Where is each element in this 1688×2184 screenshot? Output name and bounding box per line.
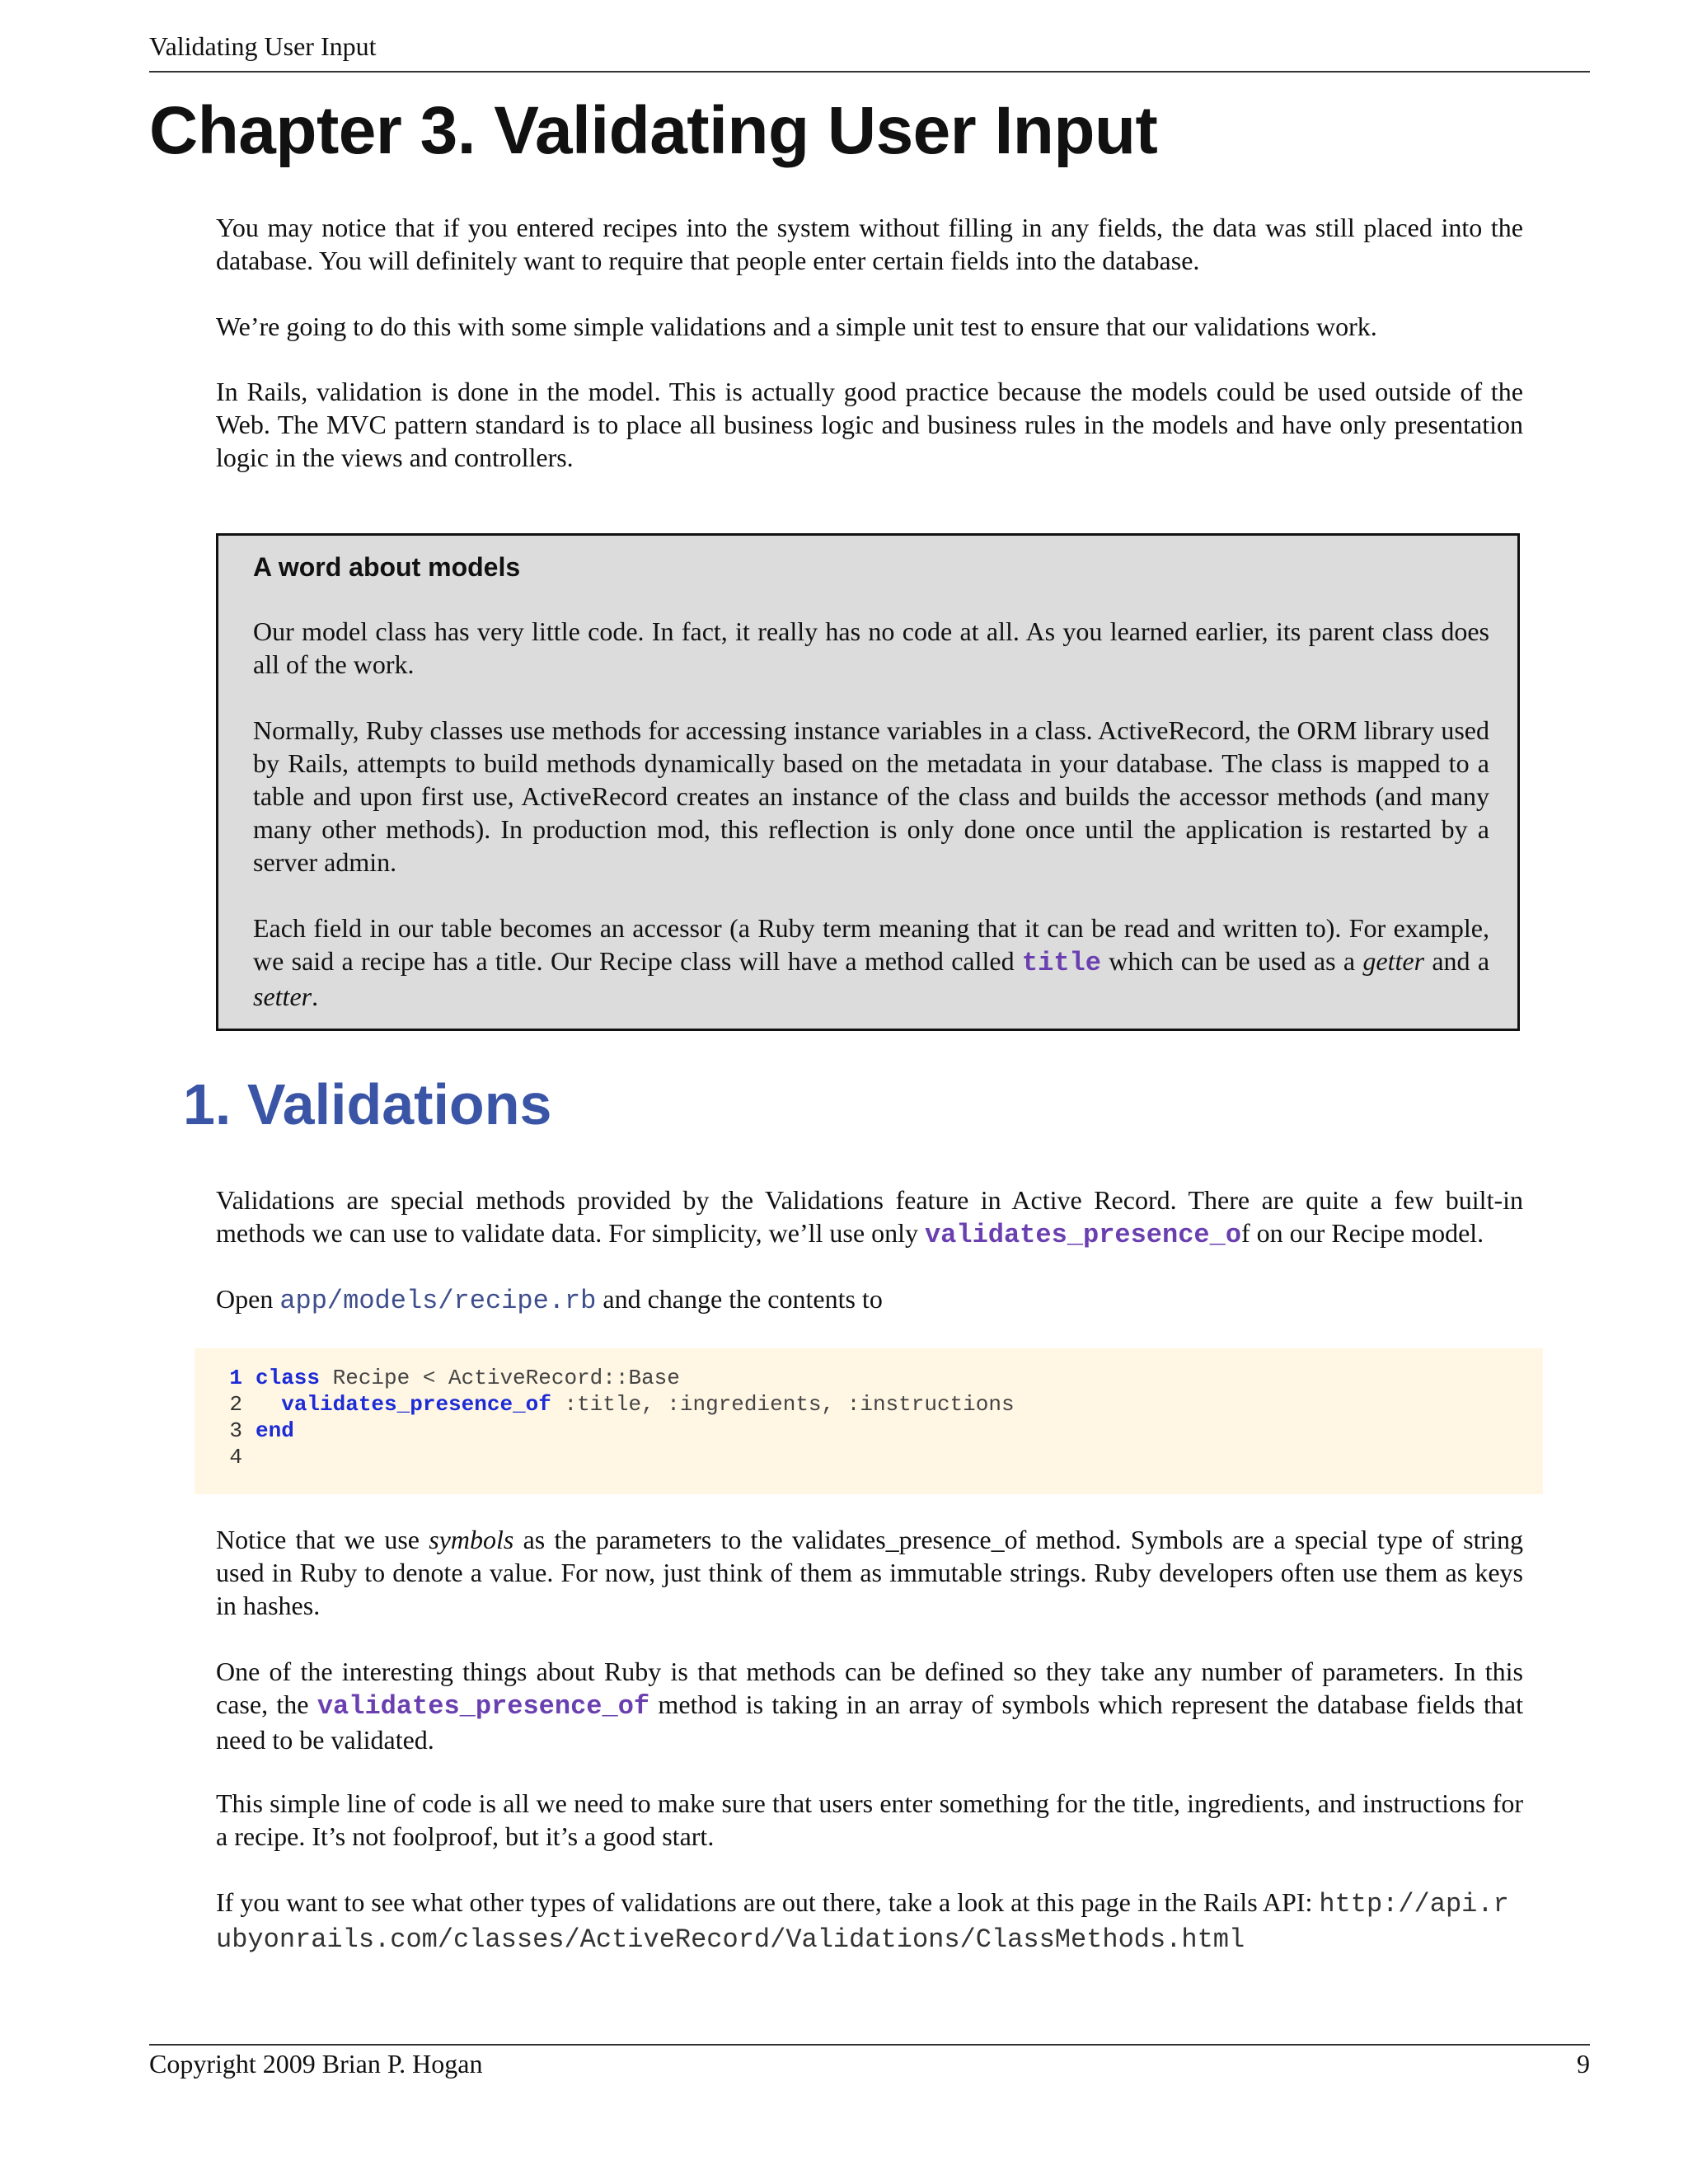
section-title: 1. Validations — [183, 1072, 552, 1137]
code-line: 3 end — [229, 1418, 294, 1443]
code-line: 1 class Recipe < ActiveRecord::Base — [229, 1366, 680, 1390]
sidebar-paragraph-3: Each field in our table becomes an accessor (a Ruby term meaning that it can be read and written to). For example, we said a recipe has a title. Our Recipe class will have a method called title which can be used as a getter and a setter. — [253, 913, 1490, 1011]
code-validates-presence-of: validates_presence_of — [316, 1691, 650, 1722]
sidebar-title: A word about models — [253, 552, 521, 582]
intro-paragraph-3: In Rails, validation is done in the model. This is actually good practice because the models could be used outside of the Web. The MVC pattern standard is to place all business logic and business rules in the models and have only presentation logic in the views and controllers. — [216, 377, 1523, 472]
intro-paragraph-1: You may notice that if you entered recipes into the system without filling in any fields, the data was still placed into the database. You will definitely want to require that people enter certain fields into the database. — [216, 213, 1523, 275]
code-listing — [195, 1348, 1543, 1494]
footer-copyright: Copyright 2009 Brian P. Hogan — [149, 2049, 483, 2079]
validations-paragraph-1: Validations are special methods provided by the Validations feature in Active Record. There are quite a few built-in methods we can use to validate data. For simplicity, we’ll use only validates_presence_of on our Recipe model. — [216, 1185, 1523, 1250]
code-line: 4 — [229, 1445, 242, 1469]
code-title: title — [1021, 948, 1101, 978]
sidebar-paragraph-1: Our model class has very little code. In fact, it really has no code at all. As you learned earlier, its parent class does all of the work. — [253, 616, 1489, 679]
code-line: 2 validates_presence_of :title, :ingredients, :instructions — [229, 1392, 1015, 1417]
validations-paragraph-2: Open app/models/recipe.rb and change the contents to — [216, 1284, 883, 1316]
after-code-paragraph-3: This simple line of code is all we need to make sure that users enter something for the title, ingredients, and instructions for a recipe. It’s not foolproof, but it’s a good start. — [216, 1788, 1523, 1851]
file-path: app/models/recipe.rb — [279, 1286, 597, 1316]
after-code-paragraph-2: One of the interesting things about Ruby is that methods can be defined so they take any number of parameters. In this case, the validates_presence_of method is taking in an array of symbols which represent the database fields that need to be validated. — [216, 1657, 1524, 1755]
intro-paragraph-2: We’re going to do this with some simple validations and a simple unit test to ensure that our validations work. — [216, 312, 1377, 341]
sidebar-note — [216, 533, 1520, 1031]
running-header: Validating User Input — [149, 31, 377, 61]
chapter-title: Chapter 3. Validating User Input — [149, 93, 1158, 168]
after-code-paragraph-1: Notice that we use symbols as the parameters to the validates_presence_of method. Symbols are a special type of string used in Ruby to denote a value. For now, just think of them as immutable strings. Ruby developers often use them as keys in hashes. — [216, 1525, 1524, 1620]
after-code-paragraph-4: If you want to see what other types of validations are out there, take a look at this page in the Rails API: http://api.rubyonrails.com/classes/ActiveRecord/Validations/ClassMethods.html — [216, 1887, 1509, 1955]
sidebar-paragraph-2: Normally, Ruby classes use methods for accessing instance variables in a class. ActiveRecord, the ORM library used by Rails, attempts to build methods dynamically based on the metadata in your database. The class is mapped to a table and upon first use, ActiveRecord creates an instance of the class and builds the accessor methods (and many many other methods). In production mod, this reflection is only done once until the application is restarted by a server admin. — [253, 715, 1489, 877]
code-validates-presence: validates_presence_o — [924, 1220, 1242, 1250]
header-rule — [149, 71, 1590, 73]
footer-rule — [149, 2044, 1590, 2046]
page-number: 9 — [1577, 2049, 1590, 2079]
api-link[interactable]: http://api.rubyonrails.com/classes/ActiveRecord/Validations/ClassMethods.html — [216, 1889, 1509, 1955]
